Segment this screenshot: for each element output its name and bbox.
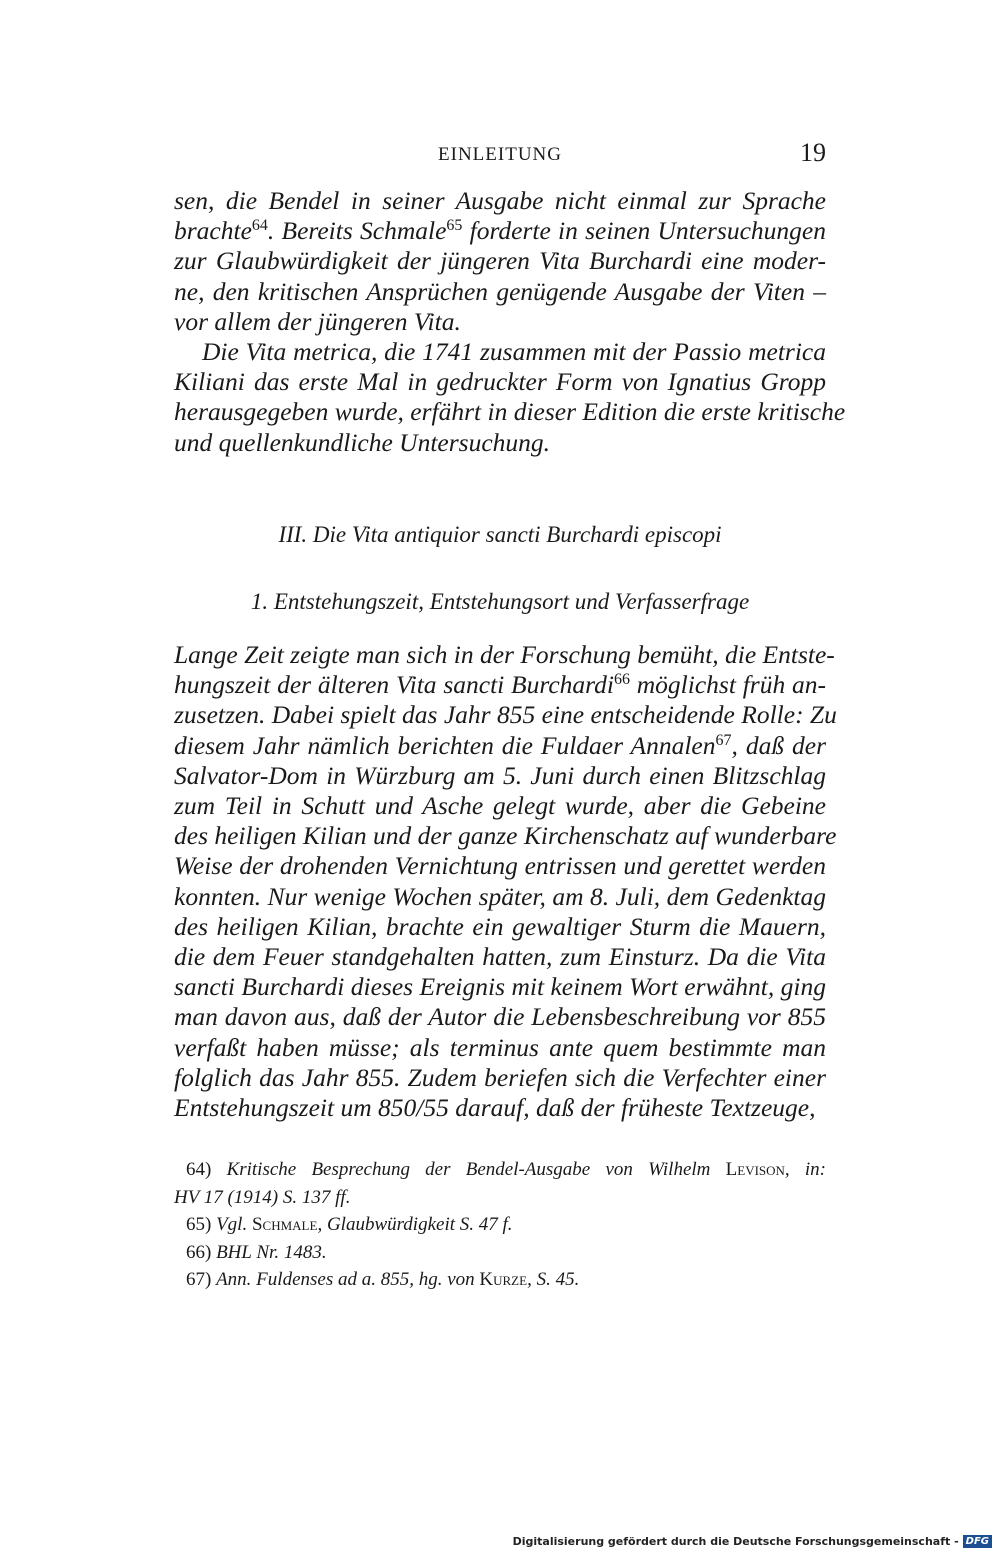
- text-segment: hungszeit der älteren Vita sancti Burchardi: [174, 670, 614, 700]
- text-segment: diesem Jahr nämlich berichten die Fuldaer Annalen: [174, 730, 716, 760]
- credit-text: Digitalisierung gefördert durch die Deutsche Forschungsgemeinschaft -: [512, 1535, 959, 1548]
- footnotes: [174, 1156, 826, 1294]
- footnote-64-cont: HV 17 (1914) S. 137 ff.: [174, 1186, 351, 1208]
- text-line: und quellenkundliche Untersuchung.: [174, 427, 551, 457]
- footnote-66: 66) BHL Nr. 1483.: [186, 1241, 327, 1263]
- footnote-ref[interactable]: 65: [446, 217, 463, 235]
- text-line: [174, 731, 826, 761]
- text-line: vor allem der jüngeren Vita.: [174, 306, 461, 336]
- running-head: EINLEITUNG: [438, 144, 562, 165]
- footnote-ref[interactable]: 66: [613, 671, 630, 689]
- text-line: zum Teil in Schutt und Asche gelegt wurde, aber die Gebeine: [174, 791, 826, 821]
- text-line: Lange Zeit zeigte man sich in der Forschung bemüht, die Entste-: [174, 640, 835, 669]
- text-segment: , daß der: [731, 730, 827, 760]
- text-line: Weise der drohenden Vernichtung entrissen und gerettet werden: [174, 851, 826, 881]
- text-line: Kiliani das erste Mal in gedruckter Form von Ignatius Gropp: [174, 367, 826, 397]
- text-segment: forderte in seinen Untersuchungen: [462, 216, 826, 246]
- text-segment: brachte: [174, 216, 252, 246]
- section-heading: III. Die Vita antiquior sancti Burchardi episcopi: [278, 522, 722, 547]
- paragraph-entstehungszeit: [174, 640, 837, 1123]
- text-line: herausgegeben wurde, erfährt in dieser Edition die erste kritische: [174, 397, 846, 427]
- footnote-67: 67) Ann. Fuldenses ad a. 855, hg. von Kurze, S. 45.: [186, 1269, 580, 1290]
- text-line: [174, 670, 826, 700]
- text-line: man davon aus, daß der Autor die Lebensbeschreibung vor 855: [174, 1002, 826, 1032]
- text-line: zur Glaubwürdigkeit der jüngeren Vita Burchardi eine moder-: [174, 246, 826, 276]
- digitization-credit: [513, 1535, 992, 1548]
- footnote-64: 64) Kritische Besprechung der Bendel-Ausgabe von Wilhelm Levison, in:: [186, 1159, 827, 1180]
- text-line: des heiligen Kilian und der ganze Kirchenschatz auf wunderbare: [174, 821, 837, 851]
- text-line: ne, den kritischen Ansprüchen genügende Ausgabe der Viten –: [174, 276, 826, 306]
- text-line: sancti Burchardi dieses Ereignis mit keinem Wort erwähnt, ging: [174, 972, 826, 1002]
- text-line: verfaßt haben müsse; als terminus ante quem bestimmte man: [174, 1032, 826, 1062]
- text-line: zusetzen. Dabei spielt das Jahr 855 eine entscheidende Rolle: Zu: [174, 700, 837, 730]
- paragraph-vita-metrica: [174, 337, 846, 458]
- text-line: folglich das Jahr 855. Zudem beriefen sich die Verfechter einer: [174, 1062, 826, 1092]
- page-header: [174, 138, 826, 172]
- text-line: die dem Feuer standgehalten hatten, zum Einsturz. Da die Vita: [174, 942, 826, 972]
- text-line: Die Vita metrica, die 1741 zusammen mit der Passio metrica: [202, 337, 826, 366]
- text-segment: . Bereits Schmale: [267, 216, 447, 246]
- footnote-ref[interactable]: 67: [715, 731, 732, 749]
- text-line: Entstehungszeit um 850/55 darauf, daß der früheste Textzeuge,: [174, 1093, 816, 1123]
- text-line: [174, 216, 826, 246]
- paragraph-continuation: [174, 186, 826, 337]
- text-line: sen, die Bendel in seiner Ausgabe nicht einmal zur Sprache: [174, 186, 826, 215]
- text-line: des heiligen Kilian, brachte ein gewaltiger Sturm die Mauern,: [174, 911, 826, 941]
- text-line: konnten. Nur wenige Wochen später, am 8. Juli, dem Gedenktag: [174, 881, 826, 911]
- footnote-65: 65) Vgl. Schmale, Glaubwürdigkeit S. 47 f.: [186, 1214, 513, 1235]
- footnote-ref[interactable]: 64: [251, 217, 268, 235]
- text-line: Salvator-Dom in Würzburg am 5. Juni durch einen Blitzschlag: [174, 760, 826, 790]
- text-segment: möglichst früh an-: [629, 670, 826, 700]
- dfg-logo: DFG: [963, 1535, 992, 1548]
- page-number: 19: [800, 138, 826, 167]
- subsection-heading: 1. Entstehungszeit, Entstehungsort und Verfasserfrage: [250, 589, 750, 614]
